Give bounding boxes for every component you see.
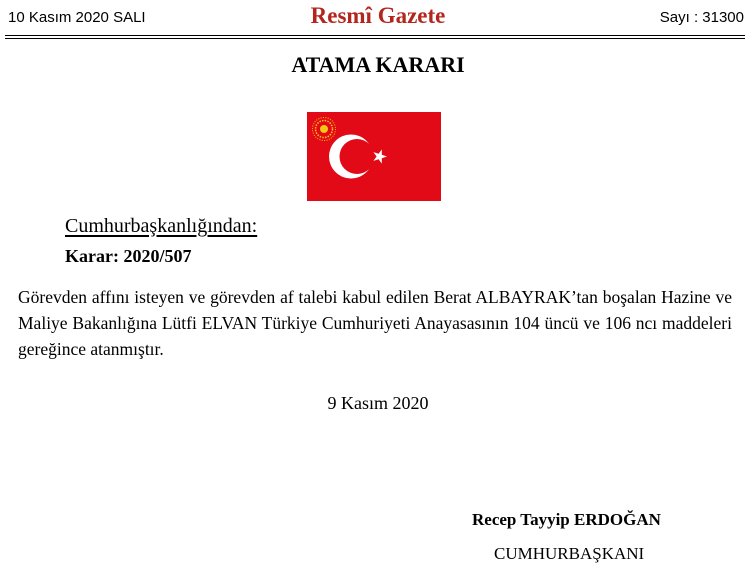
issue-number: Sayı : 31300 xyxy=(659,9,744,26)
document-title: ATAMA KARARI xyxy=(291,52,465,77)
header-rule-top xyxy=(5,35,745,36)
header-rule-bottom xyxy=(5,38,745,39)
header-date: 10 Kasım 2020 SALI xyxy=(8,9,146,26)
decision-number xyxy=(65,246,192,267)
turkish-flag-icon xyxy=(307,112,441,201)
gazette-header xyxy=(0,0,756,36)
decision-date: 9 Kasım 2020 xyxy=(327,393,429,413)
publication-title: Resmî Gazete xyxy=(310,3,446,28)
decision-body: Görevden affını isteyen ve görevden af talebi kabul edilen Berat ALBAYRAK’tan boşalan Hazine ve Maliye Bakanlığına Lütfi ELVAN Türkiye Cumhuriyeti Anayasasının 104 üncü ve 106 ncı maddeleri gereğince atanmıştır. xyxy=(18,287,732,359)
issuing-authority: Cumhurbaşkanlığından: xyxy=(65,215,258,237)
decision-value: 2020/507 xyxy=(123,246,192,266)
signatory-title: CUMHURBAŞKANI xyxy=(494,544,645,563)
decision-label: Karar: xyxy=(65,246,119,266)
signatory-name: Recep Tayyip ERDOĞAN xyxy=(472,510,661,529)
